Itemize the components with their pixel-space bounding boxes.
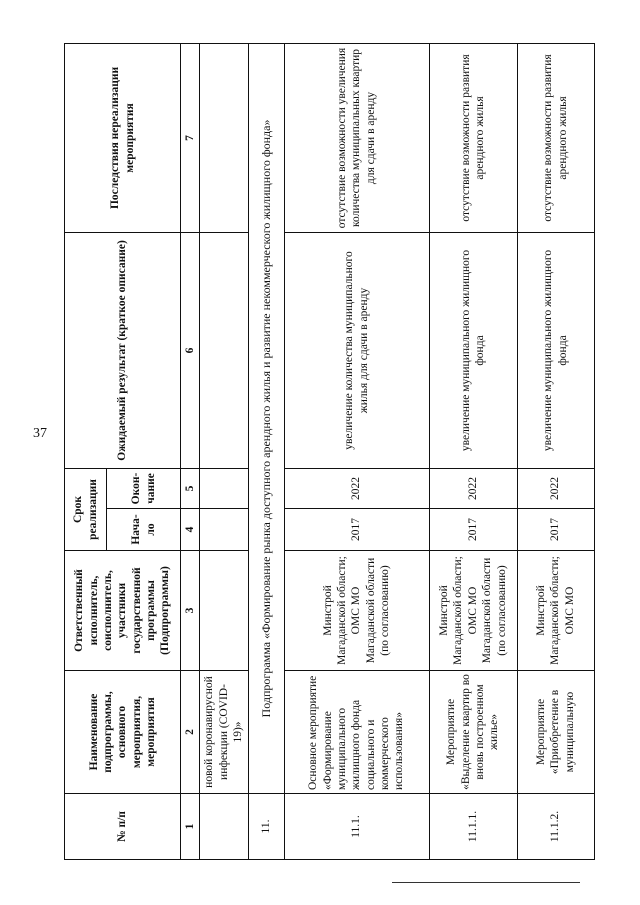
row-consequences: отсутствие возможности развития арендного жилья	[517, 43, 594, 232]
table-row	[284, 43, 429, 859]
subprogram-num: 11.	[248, 794, 284, 860]
header-consequences: Последствия нереализации мероприятия	[65, 43, 181, 232]
rotated-table-block	[64, 44, 586, 860]
column-number-row	[181, 43, 200, 859]
row-start: 2017	[284, 509, 429, 551]
row-responsible: Минстрой Магаданской области; ОМС МО	[517, 551, 594, 671]
plan-table	[64, 43, 595, 860]
row-end: 2022	[284, 468, 429, 508]
subprogram-title: Подпрограмма «Формирование рынка доступного арендного жилья и развитие некоммерческого жилищного фонда»	[248, 43, 284, 793]
table-cell	[200, 551, 248, 671]
row-end: 2022	[517, 468, 594, 508]
col-number: 1	[181, 794, 200, 860]
row-responsible: Минстрой Магаданской области; ОМС МО Магаданской области (по согласованию)	[429, 551, 517, 671]
row-result: увеличение муниципального жилищного фонда	[429, 232, 517, 468]
table-cell	[200, 794, 248, 860]
row-result: увеличение количества муниципального жилья для сдачи в аренду	[284, 232, 429, 468]
header-row-top	[65, 43, 107, 859]
table-row	[517, 43, 594, 859]
row-start: 2017	[429, 509, 517, 551]
header-name: Наименование подпрограммы, основного мероприятия, мероприятия	[65, 671, 181, 794]
row-name: Основное мероприятие «Формирование муниципального жилищного фонда социального и коммерческого использования»	[284, 671, 429, 794]
row-start: 2017	[517, 509, 594, 551]
header-start: Нача-ло	[107, 509, 181, 551]
row-consequences: отсутствие возможности развития арендного жилья	[429, 43, 517, 232]
subprogram-row	[248, 43, 284, 859]
row-num: 11.1.	[284, 794, 429, 860]
col-number: 3	[181, 551, 200, 671]
row-num: 11.1.2.	[517, 794, 594, 860]
row-name: Мероприятие «Выделение квартир во вновь построенном жилье»	[429, 671, 517, 794]
header-end: Окон-чание	[107, 468, 181, 508]
table-cell	[200, 468, 248, 508]
row-end: 2022	[429, 468, 517, 508]
col-number: 6	[181, 232, 200, 468]
footer-divider	[392, 882, 580, 883]
table-cell	[200, 509, 248, 551]
table-cell	[200, 43, 248, 232]
continuation-row	[200, 43, 248, 859]
header-result: Ожидаемый результат (краткое описание)	[65, 232, 181, 468]
col-number: 4	[181, 509, 200, 551]
row-consequences: отсутствие возможности увеличения количества муниципальных квартир для сдачи в аренду	[284, 43, 429, 232]
col-number: 7	[181, 43, 200, 232]
row-responsible: Минстрой Магаданской области; ОМС МО Магаданской области (по согласованию)	[284, 551, 429, 671]
row-name: Мероприятие «Приобретение в муниципальную	[517, 671, 594, 794]
table-row	[429, 43, 517, 859]
col-number: 2	[181, 671, 200, 794]
row-result: увеличение муниципального жилищного фонда	[517, 232, 594, 468]
header-responsible: Ответственный исполнитель, соисполнитель, участники государственной программы (Подпрограммы)	[65, 551, 181, 671]
continuation-text: новой коронавирусной инфекции (COVID-19)»	[200, 671, 248, 794]
header-num: № п/п	[65, 794, 181, 860]
col-number: 5	[181, 468, 200, 508]
page-number: 37	[33, 426, 47, 441]
row-num: 11.1.1.	[429, 794, 517, 860]
header-term: Срок реализации	[65, 468, 107, 550]
table-cell	[200, 232, 248, 468]
